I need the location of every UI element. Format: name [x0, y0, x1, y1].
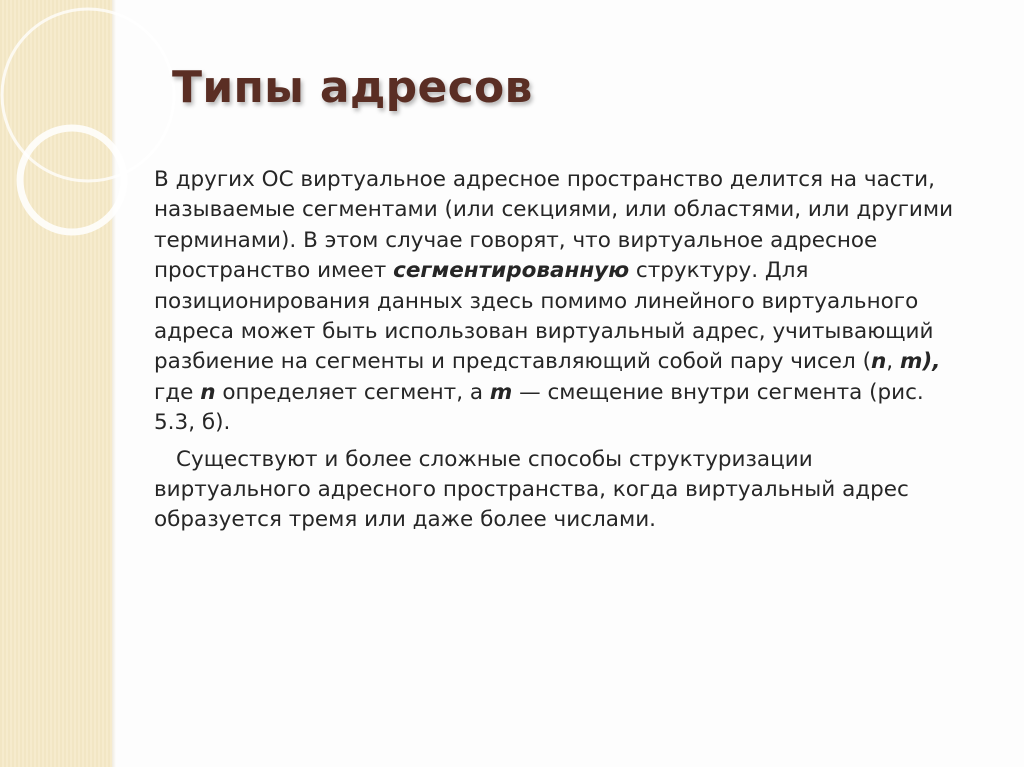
- paragraph-1: [154, 165, 966, 439]
- emphasis-var-n: n: [870, 349, 887, 375]
- paragraph-1-text: В других ОС виртуальное адресное пространство делится на части, называемые сегментами (или секциями, или областями, или другими терминами). В этом случае говорят, что виртуальное адресное пространство имеет: [154, 167, 954, 284]
- paragraph-1-text: структуру. Для позиционирования данных здесь помимо линейного виртуального адреса может быть использован виртуальный адрес, учитывающий разбиение на сегменты и представляющий собой пару чисел (: [154, 258, 934, 375]
- emphasis-segmented: сегментированную: [393, 258, 630, 284]
- emphasis-var-n: n: [200, 379, 216, 405]
- slide-body: [154, 165, 966, 536]
- emphasis-var-m: m: [489, 379, 513, 405]
- paragraph-1-text: определяет сегмент, а: [215, 379, 490, 405]
- paragraph-1-text: где: [154, 379, 201, 405]
- slide-title: Типы адресов: [172, 62, 533, 113]
- paragraph-2: Существуют и более сложные способы структуризации виртуального адресного пространства, когда виртуальный адрес образуется тремя или даже более числами.: [154, 446, 909, 533]
- paragraph-1-text: ,: [886, 349, 900, 375]
- paragraph-1-text: — смещение внутри сегмента (рис. 5.3, б).: [154, 379, 924, 436]
- emphasis-var-m: m),: [899, 349, 941, 375]
